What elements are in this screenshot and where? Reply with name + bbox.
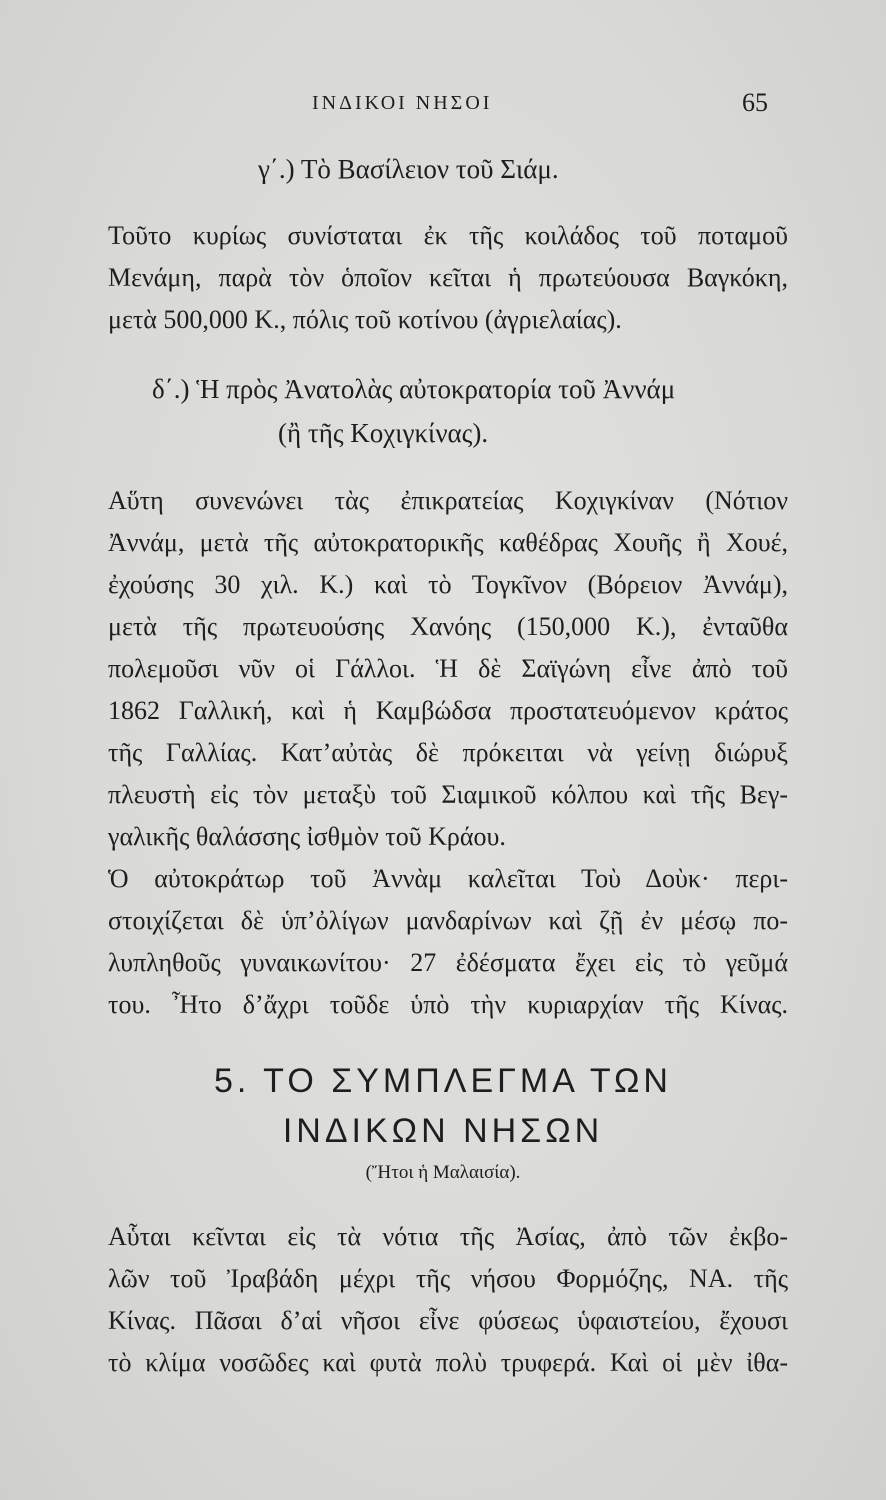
annam-line: τῆς Γαλλίας. Κατ’αὐτὰς δὲ πρόκειται νὰ γείνῃ διώρυξ: [108, 738, 788, 767]
annam-line: μετὰ τῆς πρωτευούσης Χανόης (150,000 Κ.), ἐνταῦθα: [108, 612, 788, 641]
annam-line: 1862 Γαλλική, καὶ ἡ Καμβώδσα προστατευόμενον κράτος: [108, 696, 788, 725]
annam-line: λυπληθοῦς γυναικωνίτου· 27 ἐδέσματα ἔχει εἰς τὸ γεῦμά: [108, 948, 788, 977]
siam-heading: γ΄.) Τὸ Βασίλειον τοῦ Σιάμ.: [258, 154, 559, 184]
running-head: [0, 88, 886, 122]
annam-line: ἐχούσης 30 χιλ. Κ.) καὶ τὸ Τογκῖνον (Βόρειον Ἀννάμ),: [108, 570, 788, 599]
siam-line: Μενάμη, παρὰ τὸν ὁποῖον κεῖται ἡ πρωτεύουσα Βαγκόκη,: [108, 263, 788, 292]
annam-line: Αὕτη συνενώνει τὰς ἐπικρατείας Κοχιγκίναν (Νότιον: [108, 486, 788, 515]
siam-line: μετὰ 500,000 Κ., πόλις τοῦ κοτίνου (ἀγριελαίας).: [108, 305, 622, 334]
annam-line: Ὁ αὐτοκράτωρ τοῦ Ἀννὰμ καλεῖται Τοὺ Δοὺκ· περι-: [108, 864, 788, 893]
annam-line: του. Ἦτο δ’ἄχρι τοῦδε ὑπὸ τὴν κυριαρχίαν τῆς Κίνας.: [108, 990, 788, 1019]
annam-heading: δ΄.) Ἡ πρὸς Ἀνατολὰς αὐτοκρατορία τοῦ Ἀννάμ: [152, 374, 676, 404]
page-number: 65: [742, 88, 768, 117]
section5-line: λῶν τοῦ Ἰραβάδη μέχρι τῆς νήσου Φορμόζης, ΝΑ. τῆς: [108, 1264, 788, 1293]
section-title: 5. ΤΟ ΣΥΜΠΛΕΓΜΑ ΤΩΝ: [213, 1062, 672, 1100]
annam-line: Ἀννάμ, μετὰ τῆς αὐτοκρατορικῆς καθέδρας Χουῆς ἢ Χουέ,: [108, 528, 788, 557]
section-title: ΙΝΔΙΚΩΝ ΝΗΣΩΝ: [282, 1112, 604, 1150]
running-title: ΙΝΔΙΚΟΙ ΝΗΣΟΙ: [312, 92, 493, 114]
annam-line: πολεμοῦσι νῦν οἱ Γάλλοι. Ἡ δὲ Σαϊγώνη εἶνε ἀπὸ τοῦ: [108, 654, 788, 683]
section5-line: Αὗται κεῖνται εἰς τὰ νότια τῆς Ἀσίας, ἀπὸ τῶν ἐκβο-: [108, 1222, 788, 1251]
section5-line: Κίνας. Πᾶσαι δ’αἱ νῆσοι εἶνε φύσεως ὑφαιστείου, ἔχουσι: [108, 1306, 788, 1335]
annam-line: πλευστὴ εἰς τὸν μεταξὺ τοῦ Σιαμικοῦ κόλπου καὶ τῆς Βεγ-: [108, 780, 788, 809]
annam-line: γαλικῆς θαλάσσης ἰσθμὸν τοῦ Κράου.: [108, 822, 506, 851]
siam-line: Τοῦτο κυρίως συνίσταται ἐκ τῆς κοιλάδος τοῦ ποταμοῦ: [108, 221, 788, 250]
section5-line: τὸ κλίμα νοσῶδες καὶ φυτὰ πολὺ τρυφερά. Καὶ οἱ μὲν ἰθα-: [108, 1348, 788, 1377]
annam-heading-sub: (ἢ τῆς Κοχιγκίνας).: [278, 418, 489, 448]
annam-line: στοιχίζεται δὲ ὑπ’ὀλίγων μανδαρίνων καὶ ζῇ ἐν μέσῳ πο-: [108, 906, 788, 935]
section-subtitle: (Ἤτοι ἡ Μαλαισία).: [365, 1162, 521, 1183]
